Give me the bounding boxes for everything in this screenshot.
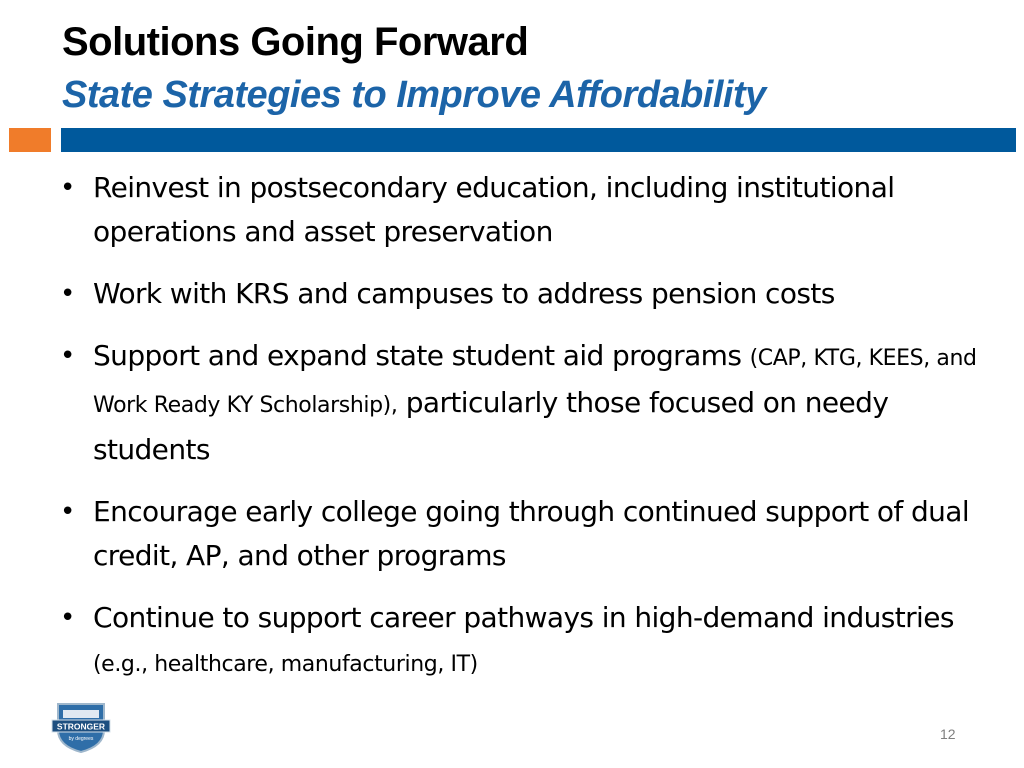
bullet-list	[58, 166, 998, 705]
bullet-marker: •	[60, 497, 75, 527]
page-number: 12	[940, 726, 956, 742]
bullet-item	[58, 166, 998, 254]
bullet-text: Continue to support career pathways in high-demand industries	[93, 601, 954, 634]
bullet-text: Support and expand state student aid programs	[93, 339, 750, 372]
slide-subtitle: State Strategies to Improve Affordability	[62, 74, 766, 116]
slide-title: Solutions Going Forward	[62, 20, 529, 64]
bullet-item	[58, 272, 998, 316]
bullet-marker: •	[60, 603, 75, 633]
bullet-item	[58, 596, 998, 687]
logo-text-main: STRONGER	[56, 721, 106, 732]
bullet-text-small: (CAP, KTG, KEES, and Work Ready KY Scholarship),	[93, 346, 977, 418]
bullet-marker: •	[60, 279, 75, 309]
accent-bar	[61, 128, 1016, 152]
accent-square	[9, 128, 51, 152]
bullet-marker: •	[60, 341, 75, 371]
bullet-text: Encourage early college going through continued support of dual credit, AP, and other programs	[93, 495, 970, 572]
bullet-item	[58, 334, 998, 472]
bullet-text: particularly those focused on needy students	[93, 386, 889, 466]
bullet-text-small: (e.g., healthcare, manufacturing, IT)	[93, 652, 478, 677]
logo-text-sub: by degrees	[68, 736, 94, 742]
bullet-text: Work with KRS and campuses to address pension costs	[93, 277, 835, 310]
bullet-item	[58, 490, 998, 578]
bullet-text: Reinvest in postsecondary education, including institutional operations and asset preservation	[93, 171, 895, 248]
kentucky-shield-logo-icon	[50, 700, 112, 754]
bullet-marker: •	[60, 173, 75, 203]
